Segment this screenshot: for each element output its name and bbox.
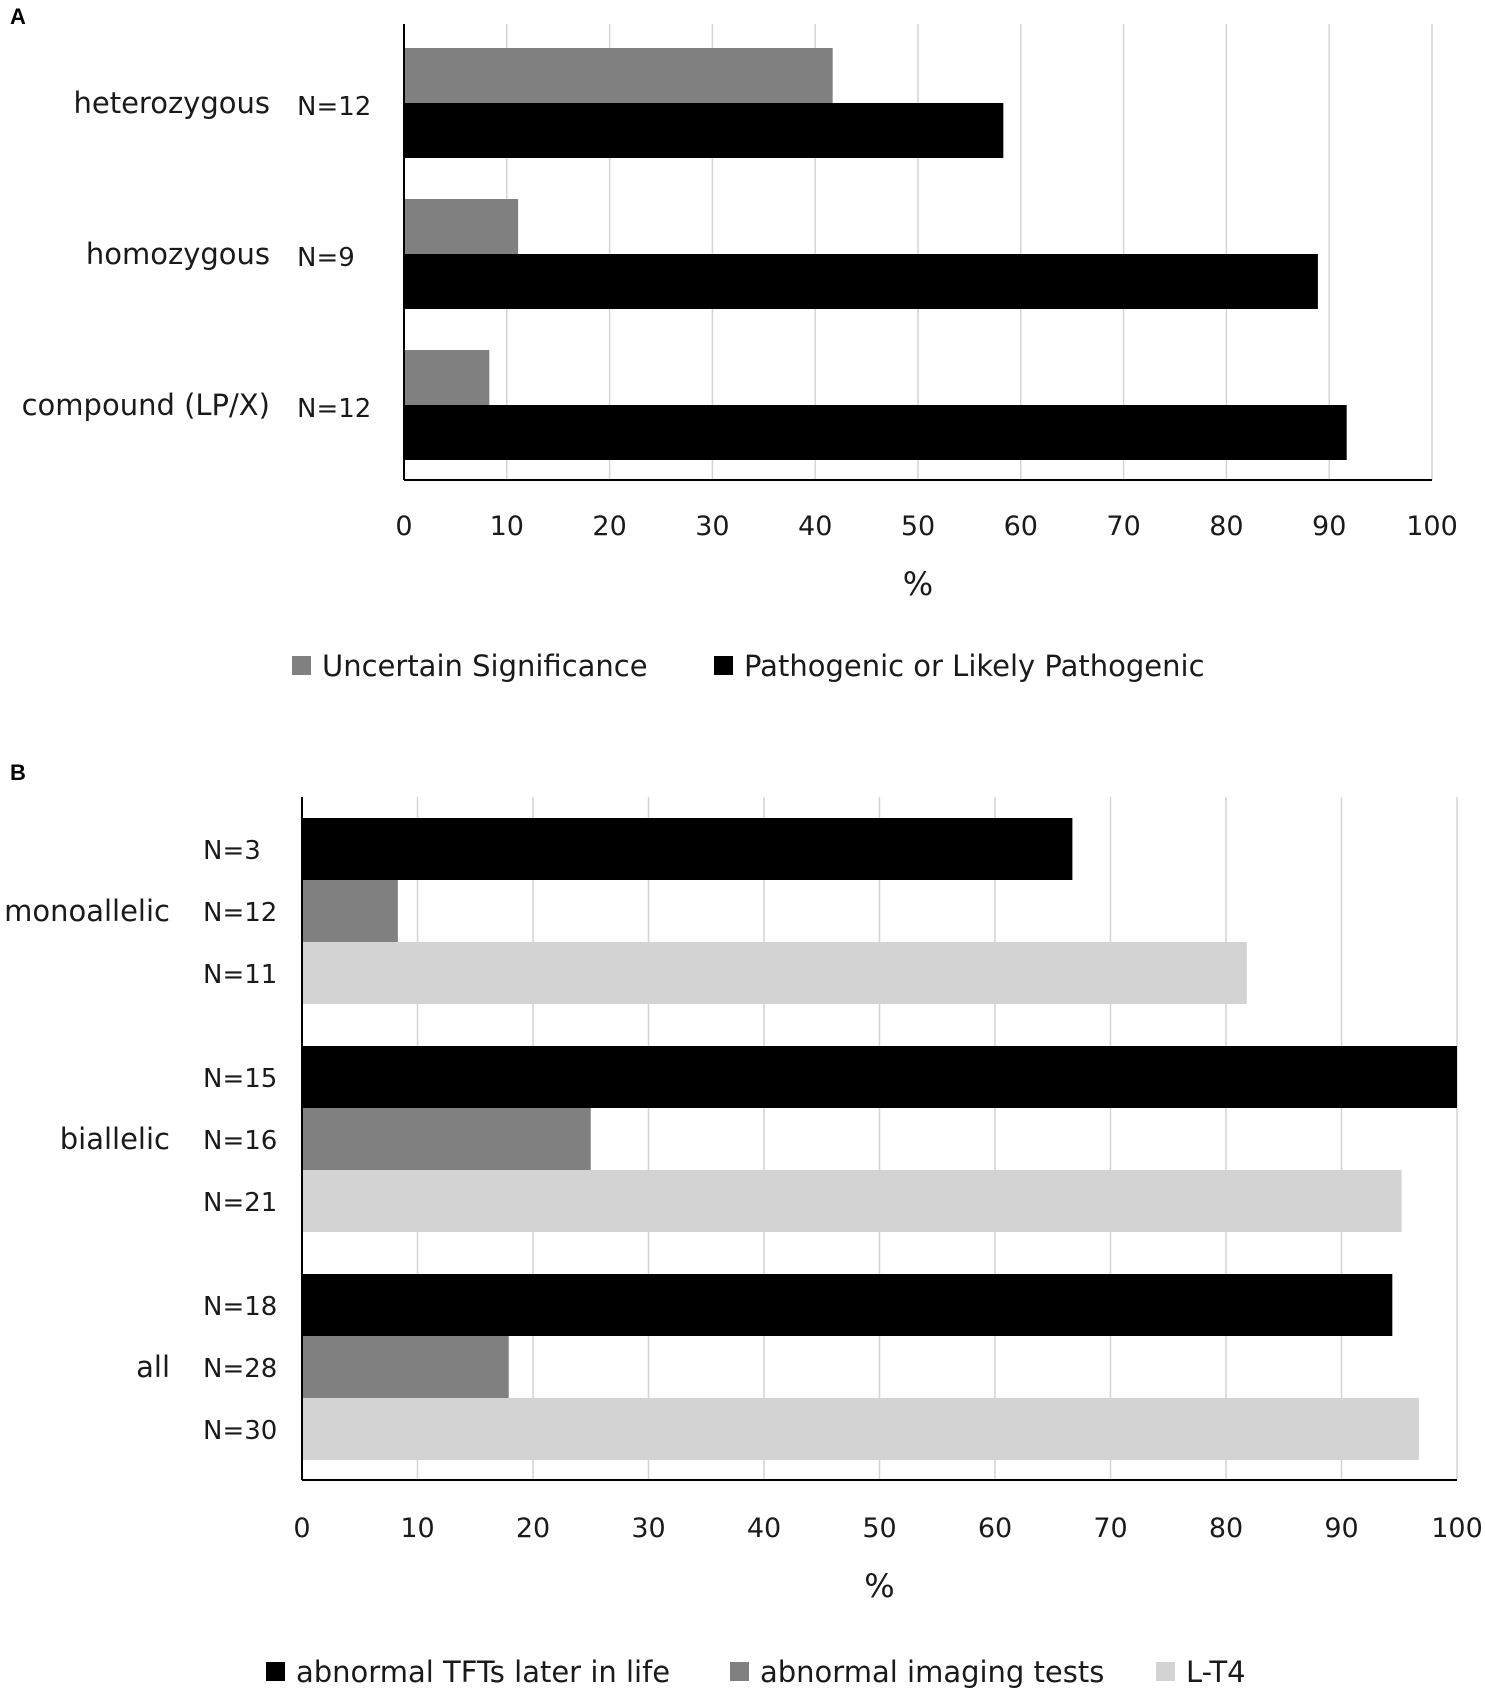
panel-b-tick-label: 40 xyxy=(746,1513,782,1544)
panel-b-tick-label: 60 xyxy=(977,1513,1013,1544)
panel-a-bars xyxy=(404,48,1347,460)
panel-b-tick-label: 70 xyxy=(1093,1513,1128,1544)
panel-a-legend xyxy=(292,649,1205,683)
panel-b-tick-label: 50 xyxy=(862,1513,897,1544)
panel-a-tick-label: 70 xyxy=(1106,511,1141,542)
panel-b-bar-biallelic-abnormal-imaging-tests xyxy=(302,1108,591,1170)
panel-a-tick-label: 80 xyxy=(1209,511,1244,542)
panel-b-legend-swatch xyxy=(730,1662,749,1681)
panel-a-n-labels xyxy=(297,92,371,424)
panel-b-bar-biallelic-l-t4 xyxy=(302,1170,1402,1232)
panel-a-bar-compound-lp-x-pathogenic-or-likely-pathogenic xyxy=(404,405,1347,460)
panel-b-category-label: monoallelic xyxy=(4,894,170,928)
panel-b-tick-label: 20 xyxy=(515,1513,551,1544)
panel-b-tick-labels xyxy=(293,1513,1482,1544)
panel-a-category-label: homozygous xyxy=(85,237,270,271)
panel-b-legend-label: abnormal TFTs later in life xyxy=(296,1655,671,1689)
panel-a-bar-homozygous-pathogenic-or-likely-pathogenic xyxy=(404,254,1318,309)
panel-a-chart xyxy=(10,4,1458,683)
panel-b-category-label: all xyxy=(136,1350,170,1384)
panel-b-category-labels xyxy=(4,894,170,1384)
panel-b-tick-label: 90 xyxy=(1324,1513,1359,1544)
panel-a-tick-label: 90 xyxy=(1312,511,1347,542)
panel-b-bar-monoallelic-abnormal-imaging-tests xyxy=(302,880,398,942)
panel-a-category-label: heterozygous xyxy=(73,86,270,120)
panel-b-n-label: N=3 xyxy=(203,836,261,866)
panel-a-tick-labels xyxy=(395,511,1457,542)
panel-b-legend-label: L-T4 xyxy=(1186,1655,1246,1689)
panel-b-bar-monoallelic-abnormal-tfts-later-in-life xyxy=(302,818,1072,880)
panel-b-tick-label: 0 xyxy=(293,1513,311,1544)
panel-b-n-label: N=16 xyxy=(203,1126,278,1156)
panel-b-category-label: biallelic xyxy=(59,1122,170,1156)
panel-a-n-label: N=12 xyxy=(297,394,372,424)
panel-a-legend-label: Uncertain Significance xyxy=(322,649,648,683)
panel-b-bar-all-abnormal-tfts-later-in-life xyxy=(302,1274,1392,1336)
panel-b-n-label: N=12 xyxy=(203,898,278,928)
panel-a-tick-label: 30 xyxy=(695,511,730,542)
panel-b-chart xyxy=(4,760,1483,1689)
panel-a-category-label: compound (LP/X) xyxy=(21,388,270,422)
panel-a-legend-swatch xyxy=(714,656,733,675)
panel-a-bar-compound-lp-x-uncertain-significance xyxy=(404,350,489,405)
panel-b-tick-label: 10 xyxy=(400,1513,435,1544)
panel-a-x-axis-label: % xyxy=(902,565,934,603)
panel-a-tick-label: 50 xyxy=(900,511,936,542)
panel-a-legend-swatch xyxy=(292,656,311,675)
panel-b-legend-label: abnormal imaging tests xyxy=(760,1655,1105,1689)
panel-a-tick-label: 20 xyxy=(592,511,627,542)
panel-b-n-label: N=15 xyxy=(203,1064,278,1094)
panel-b-tick-label: 80 xyxy=(1208,1513,1244,1544)
panel-b-n-label: N=18 xyxy=(203,1292,278,1322)
panel-b-tick-label: 100 xyxy=(1431,1513,1483,1544)
panel-a-tick-label: 60 xyxy=(1003,511,1038,542)
panel-b-n-label: N=21 xyxy=(203,1188,278,1218)
panel-b-bar-monoallelic-l-t4 xyxy=(302,942,1247,1004)
panel-b-legend-swatch xyxy=(1156,1662,1175,1681)
panel-b-bar-all-l-t4 xyxy=(302,1398,1419,1460)
panel-a-bar-homozygous-uncertain-significance xyxy=(404,199,518,254)
panel-a-legend-label: Pathogenic or Likely Pathogenic xyxy=(744,649,1205,683)
panel-a-n-label: N=12 xyxy=(297,92,372,122)
panel-a-tick-label: 40 xyxy=(798,511,833,542)
panel-a-bar-heterozygous-pathogenic-or-likely-pathogenic xyxy=(404,103,1003,158)
panel-a-n-label: N=9 xyxy=(297,243,355,273)
panel-b-n-labels xyxy=(203,836,277,1446)
panel-a-tick-label: 100 xyxy=(1406,511,1458,542)
panel-a-bar-heterozygous-uncertain-significance xyxy=(404,48,833,103)
panel-a-tick-label: 10 xyxy=(489,511,524,542)
panel-a-category-labels xyxy=(22,86,270,422)
panel-b-bar-biallelic-abnormal-tfts-later-in-life xyxy=(302,1046,1457,1108)
panel-b-letter: B xyxy=(10,760,26,785)
panel-b-bar-all-abnormal-imaging-tests xyxy=(302,1336,509,1398)
panel-b-legend-swatch xyxy=(266,1662,285,1681)
panel-b-n-label: N=28 xyxy=(203,1354,278,1384)
panel-a-tick-label: 0 xyxy=(395,511,413,542)
panel-b-tick-label: 30 xyxy=(631,1513,666,1544)
panel-b-n-label: N=11 xyxy=(203,960,278,990)
panel-b-legend xyxy=(266,1655,1246,1689)
panel-b-x-axis-label: % xyxy=(864,1567,895,1605)
panel-b-n-label: N=30 xyxy=(203,1416,278,1446)
panel-a-letter: A xyxy=(10,4,26,29)
